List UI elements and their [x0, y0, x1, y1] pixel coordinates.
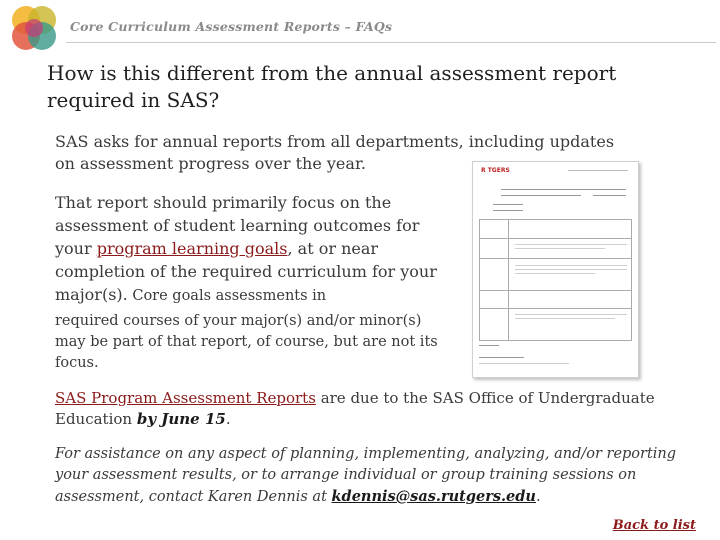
- paragraph-text: are due to the SAS Office of Undergraduate Education: [55, 389, 655, 428]
- form-table-text: [515, 314, 627, 315]
- form-table-text: [515, 318, 615, 319]
- sas-program-assessment-reports-link[interactable]: SAS Program Assessment Reports: [55, 389, 316, 407]
- paragraph-text: That report should primarily focus on the assessment of student learning outcomes for your: [55, 193, 420, 258]
- form-table-row: [480, 308, 631, 309]
- header-title: Core Curriculum Assessment Reports – FAQs: [70, 19, 393, 34]
- form-field-line: [593, 195, 626, 196]
- paragraph-text: .: [225, 410, 231, 428]
- form-table-row: [480, 238, 631, 239]
- form-field-line: [501, 189, 626, 190]
- form-table-text: [515, 244, 627, 245]
- back-to-list-link[interactable]: Back to list: [612, 518, 696, 533]
- form-table-text: [515, 265, 627, 266]
- paragraph-text: For assistance on any aspect of planning, implementing, analyzing, and/or reporting your assessment results, or to arrange individual or group training sessions on assessment, contact Karen Dennis at: [55, 446, 677, 505]
- faq-question: How is this different from the annual assessment report required in SAS?: [47, 61, 617, 112]
- paragraph-report-focus: [55, 191, 450, 308]
- form-table-row: [480, 258, 631, 259]
- contact-email-link[interactable]: kdennis@sas.rutgers.edu: [331, 488, 536, 505]
- form-table-text: [515, 248, 605, 249]
- paragraph-text: , at or near completion of the required curriculum for your major(s).: [55, 239, 437, 304]
- core-curriculum-logo-icon: [6, 2, 62, 54]
- paragraph-text: .: [535, 489, 541, 505]
- header-divider: [66, 42, 716, 43]
- form-table-row: [480, 290, 631, 291]
- form-table: [479, 219, 632, 341]
- paragraph-assistance: [55, 444, 695, 508]
- form-table-text: [515, 269, 627, 270]
- rutgers-logo: R TGERS: [481, 167, 510, 174]
- form-field-line: [479, 357, 524, 358]
- form-field-line: [501, 195, 581, 196]
- form-field-line: [479, 363, 569, 364]
- paragraph-due-date: [55, 388, 695, 430]
- assessment-report-form-thumbnail: [472, 161, 639, 378]
- form-field-line: [493, 204, 523, 205]
- paragraph-annual-reports: SAS asks for annual reports from all departments, including updates on assessment progress over the year.: [55, 132, 615, 173]
- due-date: by June 15: [136, 410, 226, 428]
- form-table-text: [515, 273, 595, 274]
- form-field-line: [493, 210, 523, 211]
- paragraph-core-goals: required courses of your major(s) and/or minor(s) may be part of that report, of course, but are not its focus.: [55, 313, 438, 371]
- form-header-line: [568, 170, 628, 171]
- paragraph-text: Core goals assessments in: [127, 288, 327, 304]
- program-learning-goals-link[interactable]: program learning goals: [96, 239, 288, 258]
- form-field-line: [479, 345, 499, 346]
